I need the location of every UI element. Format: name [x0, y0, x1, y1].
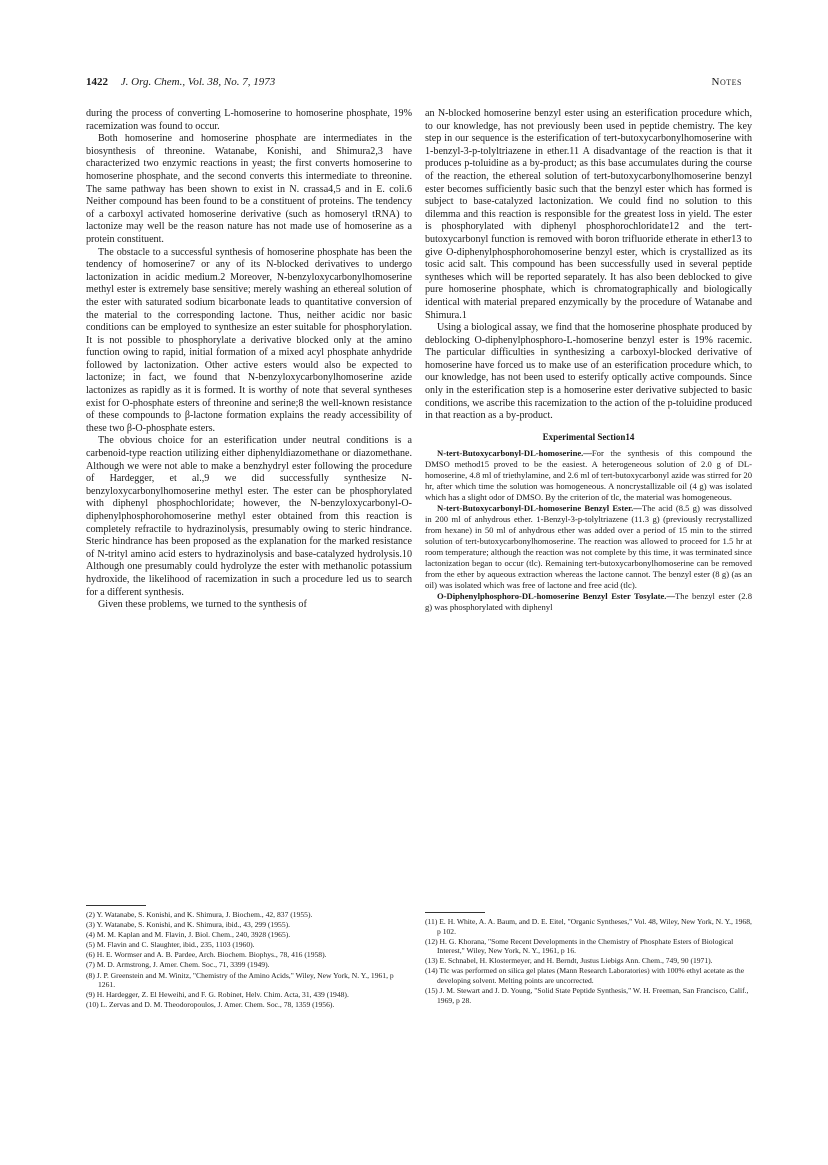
entry-heading: O-Diphenylphosphoro-DL-homoserine Benzyl Ester Tosylate.—	[437, 591, 676, 602]
footnotes-right	[425, 912, 752, 1006]
paragraph: during the process of converting L-homoserine to homoserine phosphate, 19% racemization was found to occur.	[86, 108, 412, 132]
page-number: 1422	[86, 76, 108, 88]
footnote: (2) Y. Watanabe, S. Konishi, and K. Shimura, J. Biochem., 42, 837 (1955).	[86, 910, 313, 919]
footnote: (5) M. Flavin and C. Slaughter, ibid., 235, 1103 (1960).	[86, 940, 255, 950]
experimental-section	[425, 431, 752, 614]
entry-heading: N-tert-Butoxycarbonyl-DL-homoserine.—	[437, 448, 592, 459]
paragraph: Using a biological assay, we find that the homoserine phosphate produced by deblocking O-diphenylphosphoro-L-homoserine benzyl ester is 19% racemic. The particular difficulties in synthesizing a carboxyl-blocked derivative of homoserine have forced us to make use of an esterification procedure which, to our knowledge, has not been used to esterify optically active compounds. Since only in the esterification step is a homoserine ester derivative subjected to basic conditions, we ascribe this racemization to the action of the p-toluidine produced in that reaction as a by-product.	[425, 322, 752, 422]
footnote: (8) J. P. Greenstein and M. Winitz, "Chemistry of the Amino Acids," Wiley, New York, N. Y., 1961, p 1261.	[86, 970, 394, 990]
footnote-rule	[86, 905, 146, 906]
entry-text: The acid (8.5 g) was dissolved in 200 ml of anhydrous ether. 1-Benzyl-3-p-tolyltriazene (11.3 g) (previously recrystallized from hexane) in 50 ml of anhydrous ether was added over a period of 15 min to the stirred solution of tert-butoxycarbonylhomoserine. The reaction was allowed to proceed for 1.5 hr at room temperature; although the reaction was not complete by this time, it was terminated since lactonization began to occur (tlc). Remaining tert-butoxycarbonylhomoserine can be removed from the ether by aqueous extraction whereas the lactone cannot. The benzyl ester (8 g) (as an oil) was isolated which was free of lactone and free acid (tlc).	[425, 503, 752, 591]
paragraph: The obstacle to a successful synthesis of homoserine phosphate has been the tendency of homoserine7 or any of its N-blocked derivatives to undergo lactonization in acidic medium.2 Moreover, N-benzyloxycarbonylhomoserine methyl ester is extremely base sensitive; merely washing an ethereal solution of the ester with saturated sodium bicarbonate leads to quantitative conversion of the material to the corresponding lactone. Thus, neither acidic nor basic conditions can be employed to synthesize an ester suitable for phosphorylation. It is not possible to phosphorylate a derivative blocked only at the amino function owing to rapid, initial formation of a mixed acyl phosphate anhydride followed by lactonization. Other active esters would also be expected to lactonize; in fact, we found that N-benzyloxycarbonylhomoserine azide lactonizes as rapidly as it is formed. It is worthy of note that several syntheses exist for O-phosphate esters of threonine and serine;8 the well-known resistance of these compounds to β-lactone formation explains the ready accessibility of these two β-O-phosphate esters.	[86, 246, 412, 434]
footnote: (11) E. H. White, A. A. Baum, and D. E. Eitel, "Organic Syntheses," Vol. 48, Wiley, New York, N. Y., 1968, p 102.	[425, 917, 752, 936]
footnote: (7) M. D. Armstrong, J. Amer. Chem. Soc., 71, 3399 (1949).	[86, 960, 270, 970]
footnote: (15) J. M. Stewart and J. D. Young, "Solid State Peptide Synthesis," W. H. Freeman, San Francisco, Calif., 1969, p 28.	[425, 986, 749, 1005]
footnote: (10) L. Zervas and D. M. Theodoropoulos, J. Amer. Chem. Soc., 78, 1359 (1956).	[86, 1000, 335, 1010]
footnote: (13) E. Schnabel, H. Klostermeyer, and H. Berndt, Justus Liebigs Ann. Chem., 749, 90 (1971).	[425, 956, 713, 966]
footnote: (3) Y. Watanabe, S. Konishi, and K. Shimura, ibid., 43, 299 (1955).	[86, 920, 291, 930]
entry-text: The benzyl ester (2.8 g) was phosphorylated with diphenyl	[425, 591, 752, 613]
section-heading: Experimental Section14	[542, 431, 635, 442]
right-column	[425, 108, 752, 613]
experimental-entry	[425, 503, 752, 591]
footnote: (14) Tlc was performed on silica gel plates (Mann Research Laboratories) with 100% ethyl acetate as the developing solvent. Melting points are uncorrected.	[425, 966, 745, 986]
footnotes-left	[86, 905, 412, 1010]
page-header	[86, 76, 742, 94]
paragraph: The obvious choice for an esterification under neutral conditions is a carbenoid-type reaction utilizing either diphenyldiazomethane or diazomethane. Although we were not able to make a benzhydryl ester following the procedure of Hardegger, et al.,9 we did successfully synthesize N-benzyloxycarbonylhomoserine methyl ester. The ester can be phosphorylated with diphenyl phosphochloridate; however, the N-benzyloxycarbonyl-O-diphenylphosphorohomoserine methyl ester obtained from this reaction is completely refractile to hydrazinolysis, presumably owing to steric hindrance. Steric hindrance has been proposed as the explanation for the marked resistance of N-trityl amino acid esters to hydrazinolysis and base-catalyzed hydrolysis.10 Although one presumably could hydrolyze the ester with methanolic potassium hydroxide, the likelihood of racemization in such a procedure led us to search for a different synthesis.	[86, 435, 412, 598]
footnote-rule	[425, 912, 485, 913]
experimental-entry	[425, 591, 752, 613]
paragraph: Both homoserine and homoserine phosphate are intermediates in the biosynthesis of threonine. Watanabe, Konishi, and Shimura2,3 have characterized two enzymic reactions in yeast; the first converts homoserine to homoserine phosphate, and the second converts this intermediate to threonine. The same pathway has been shown to exist in N. crassa4,5 and in E. coli.6 Neither compound has been found to be a constituent of proteins. The tendency of a carboxyl activated homoserine derivative (such as homoseryl tRNA) to lactonize may well be the reason nature has not made use of homoserine as a protein constituent.	[86, 133, 412, 245]
section-label: Notes	[711, 76, 742, 88]
footnote: (4) M. M. Kaplan and M. Flavin, J. Biol. Chem., 240, 3928 (1965).	[86, 930, 291, 940]
experimental-entry	[425, 448, 752, 503]
footnote: (6) H. E. Wormser and A. B. Pardee, Arch. Biochem. Biophys., 78, 416 (1958).	[86, 950, 327, 960]
footnote: (9) H. Hardegger, Z. El Heweihi, and F. G. Robinet, Helv. Chim. Acta, 31, 439 (1948).	[86, 990, 349, 1000]
entry-text: For the synthesis of this compound the DMSO method15 proved to be the easiest. A heterogeneous solution of 2.0 g of DL-homoserine, 4.8 ml of triethylamine, and 2.6 ml of tert-butoxycarbonyl azide was stirred for 20 hr, after which time the solution was homogeneous. A noncrystallizable oil (4 g) was isolated which has a slight odor of DMSO. By the criterion of tlc, the material was homogeneous.	[425, 448, 752, 503]
footnote: (12) H. G. Khorana, "Some Recent Developments in the Chemistry of Phosphate Esters of Biological Interest," Wiley, New York, N. Y., 1961, p 16.	[425, 936, 734, 956]
left-column	[86, 108, 412, 612]
entry-heading: N-tert-Butoxycarbonyl-DL-homoserine Benzyl Ester.—	[437, 503, 642, 514]
journal-citation: J. Org. Chem., Vol. 38, No. 7, 1973	[120, 76, 276, 88]
paragraph: Given these problems, we turned to the synthesis of	[98, 599, 307, 611]
paragraph: an N-blocked homoserine benzyl ester using an esterification procedure which, to our knowledge, has not previously been used in peptide chemistry. The key step in our sequence is the esterification of tert-butoxycarbonylhomoserine with 1-benzyl-3-p-tolyltriazene in ether.11 A disadvantage of the reaction is that it produces p-toluidine as a by-product; as this base accumulates during the course of the reaction, the ethereal solution of tert-butoxycarbonylhomoserine benzyl ester becomes sufficiently basic such that the benzyl ester which has formed is subject to base-catalyzed lactonization. We could find no solution to this dilemma and this reaction is responsible for the greatest loss in yield. The ester is phosphorylated with diphenyl phosphorochloridate12 and the tert-butoxycarbonyl function is removed with boron trifluoride etherate in ether13 to give O-diphenylphosphorohomoserine benzyl ester, which is crystallized as its tosic acid salt. This compound has been successfully used in several peptide syntheses which will be reported separately. It has also been deblocked to give pure homoserine phosphate, which is chromatographically and biologically identical with material prepared enzymically by the procedure of Watanabe and Shimura.1	[425, 108, 752, 321]
